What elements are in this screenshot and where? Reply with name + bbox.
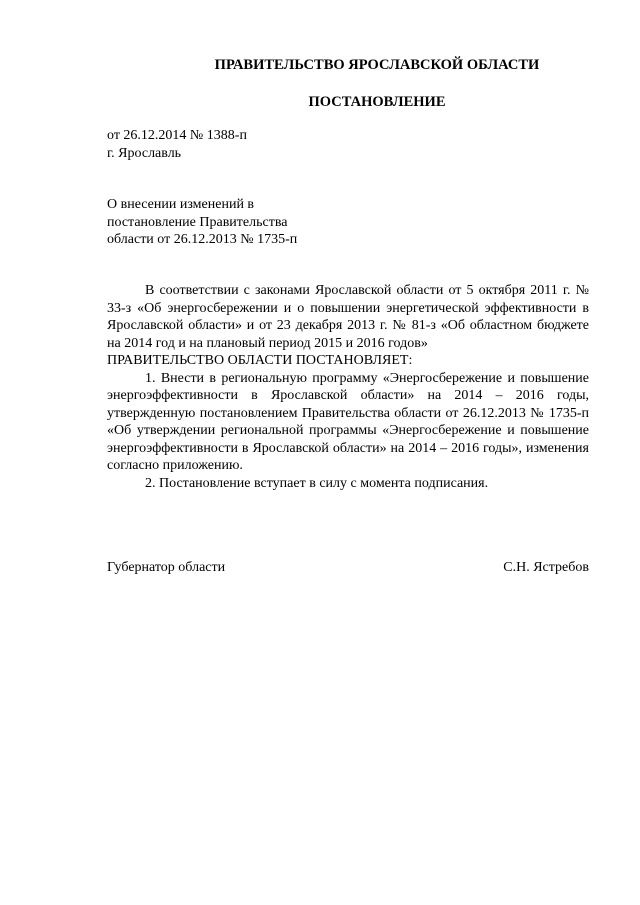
- item-2-paragraph: 2. Постановление вступает в силу с момента подписания.: [145, 475, 489, 491]
- resolves-heading: ПРАВИТЕЛЬСТВО ОБЛАСТИ ПОСТАНОВЛЯЕТ:: [107, 353, 413, 368]
- preamble-paragraph: В соответствии с законами Ярославской области от 5 октября 2011 г. № 33-з «Об энергосбережении и о повышении энергетической эффективности в Ярославской области» и от 23 декабря 2013 г. № 81-з «Об областном бюджете на 2014 год и на плановый период 2015 и 2016 годов»: [107, 283, 589, 351]
- city: г. Ярославль: [107, 146, 182, 161]
- document-type-title: ПОСТАНОВЛЕНИЕ: [308, 94, 446, 110]
- signatory-position: Губернатор области: [107, 560, 226, 575]
- signatory-name: С.Н. Ястребов: [503, 560, 589, 575]
- subject-line: области от 26.12.2013 № 1735-п: [107, 232, 298, 247]
- subject-line: О внесении изменений в: [107, 197, 255, 212]
- government-title: ПРАВИТЕЛЬСТВО ЯРОСЛАВСКОЙ ОБЛАСТИ: [214, 57, 540, 73]
- document-body: [107, 282, 589, 492]
- document-subject: [107, 196, 297, 249]
- subject-line: постановление Правительства: [107, 214, 288, 230]
- date-number: от 26.12.2014 № 1388-п: [107, 128, 247, 143]
- document-meta: [107, 127, 247, 163]
- item-1-paragraph: 1. Внести в региональную программу «Энергосбережение и повышение энергоэффективности в Ярославской области» на 2014 – 2016 годы, утвержденную постановлением Правительства области от 26.12.2013 № 1735-п «Об утверждении региональной программы «Энергосбережение и повышение энергоэффективности в Ярославской области» на 2014 – 2016 годы», изменения согласно приложению.: [107, 370, 589, 473]
